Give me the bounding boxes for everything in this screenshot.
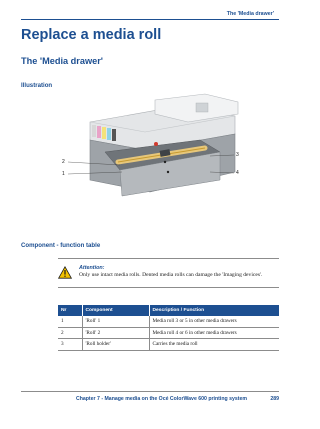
- warning-icon: [58, 266, 72, 279]
- column-header-nr: Nr: [58, 305, 82, 316]
- attention-title: Attention:: [79, 265, 105, 271]
- cell-nr: 1: [58, 316, 82, 327]
- table-row: [58, 316, 279, 327]
- footer-rule: [21, 391, 279, 392]
- header-rule: [21, 19, 279, 20]
- attention-rule-bottom: [58, 287, 279, 288]
- callout-2: 2: [62, 159, 65, 165]
- cell-nr: 3: [58, 339, 82, 351]
- column-header-component: Component: [82, 305, 149, 316]
- cell-description: Carries the media roll: [149, 339, 279, 351]
- cell-description: Media roll 4 or 6 in other media drawers: [149, 327, 279, 339]
- table-section-heading: Component - function table: [21, 242, 101, 249]
- table-row: [58, 339, 279, 351]
- column-header-description: Description / Function: [149, 305, 279, 316]
- table-row: [58, 327, 279, 339]
- cell-component: 'Roll holder': [82, 339, 149, 351]
- cell-component: 'Roll' 1: [82, 316, 149, 327]
- callout-4: 4: [236, 170, 239, 176]
- footer-chapter: Chapter 7 - Manage media on the Océ ColorWave 600 printing system: [75, 396, 247, 402]
- illustration-heading: Illustration: [21, 82, 53, 89]
- cell-description: Media roll 3 or 5 in other media drawers: [149, 316, 279, 327]
- attention-text: Only use intact media rolls. Dented media rolls can damage the 'Imaging devices'.: [79, 272, 263, 278]
- printer-illustration: [60, 92, 250, 212]
- cell-component: 'Roll' 2: [82, 327, 149, 339]
- page-number: 289: [270, 396, 279, 402]
- section-title: The 'Media drawer': [21, 56, 103, 66]
- table-header-row: [58, 305, 279, 316]
- cell-nr: 2: [58, 327, 82, 339]
- callout-3: 3: [236, 152, 239, 158]
- callout-1: 1: [62, 171, 65, 177]
- attention-rule-top: [58, 258, 279, 259]
- running-header: The 'Media drawer': [226, 11, 274, 17]
- page-title: Replace a media roll: [21, 27, 162, 43]
- component-table: [58, 305, 279, 351]
